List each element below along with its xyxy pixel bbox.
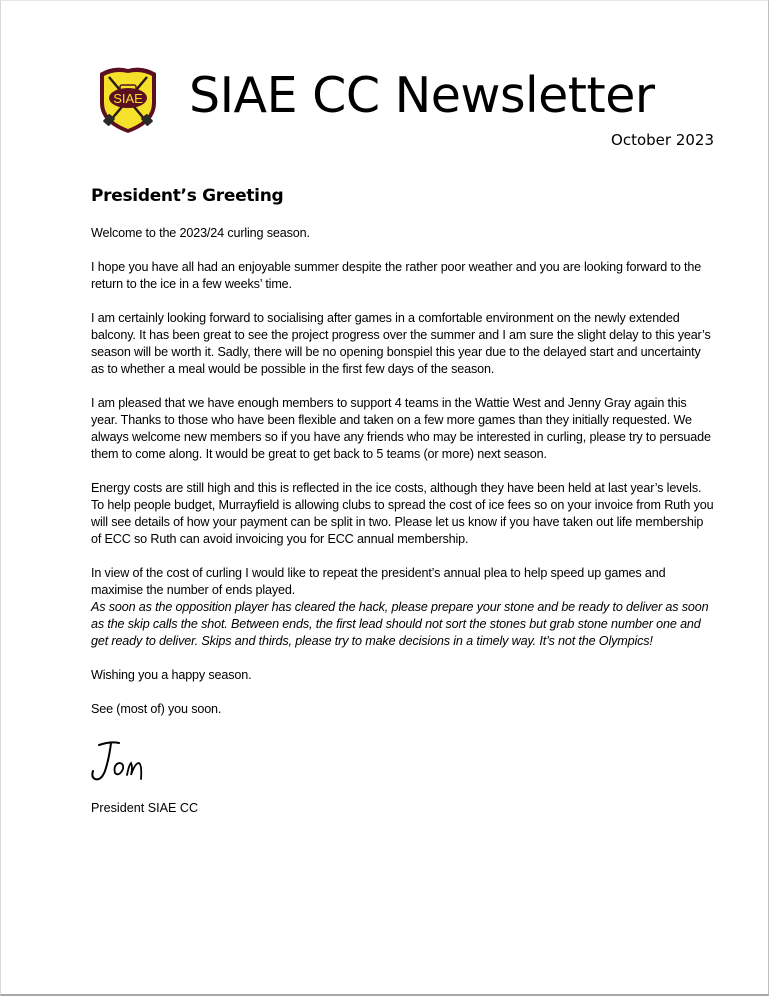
club-crest-logo-icon	[96, 63, 160, 135]
signature-jon-icon	[89, 739, 149, 787]
paragraph: I hope you have all had an enjoyable summer despite the rather poor weather and you are looking forward to the return to the ice in a few weeks’ time.	[91, 260, 702, 291]
paragraph: Energy costs are still high and this is reflected in the ice costs, although they have been held at last year’s levels. To help people budget, Murrayfield is allowing clubs to spread the cost of ice fees so on your invoice from Ruth you will see details of how your payment can be split in two. Please let us know if you have taken out life membership of ECC so Ruth can avoid invoicing you for ECC annual membership.	[91, 481, 714, 546]
letter-body	[91, 225, 716, 735]
section-heading: President’s Greeting	[91, 186, 284, 206]
paragraph: Welcome to the 2023/24 curling season.	[91, 226, 310, 240]
closing-line: Wishing you a happy season.	[91, 668, 252, 682]
svg-text:SIAE: SIAE	[113, 91, 143, 106]
italic-plea-paragraph: As soon as the opposition player has cleared the hack, please prepare your stone and be ready to deliver as soon as the skip calls the shot. Between ends, the first lead should not sort the stones but grab stone number one and get ready to deliver. Skips and thirds, please try to make decisions in a timely way. It’s not the Olympics!	[91, 600, 709, 648]
paragraph: I am pleased that we have enough members to support 4 teams in the Wattie West and Jenny Gray again this year. Thanks to those who have been flexible and taken on a few more games than they initially requested. We always welcome new members so if you have any friends who may be interested in curling, please try to persuade them to come along. It would be great to get back to 5 teams (or more) next season.	[91, 396, 711, 461]
newsletter-title: SIAE CC Newsletter	[189, 67, 655, 124]
paragraph: In view of the cost of curling I would like to repeat the president’s annual plea to help speed up games and maximise the number of ends played.	[91, 566, 666, 597]
paragraph: I am certainly looking forward to socialising after games in a comfortable environment on the newly extended balcony. It has been great to see the project progress over the summer and I am sure the slight delay to this year’s season will be worth it. Sadly, there will be no opening bonspiel this year due to the delayed start and uncertainty as to whether a meal would be possible in the first few days of the season.	[91, 311, 711, 376]
issue-date: October 2023	[611, 131, 714, 149]
closing-line: See (most of) you soon.	[91, 702, 222, 716]
signatory-title: President SIAE CC	[91, 801, 199, 815]
